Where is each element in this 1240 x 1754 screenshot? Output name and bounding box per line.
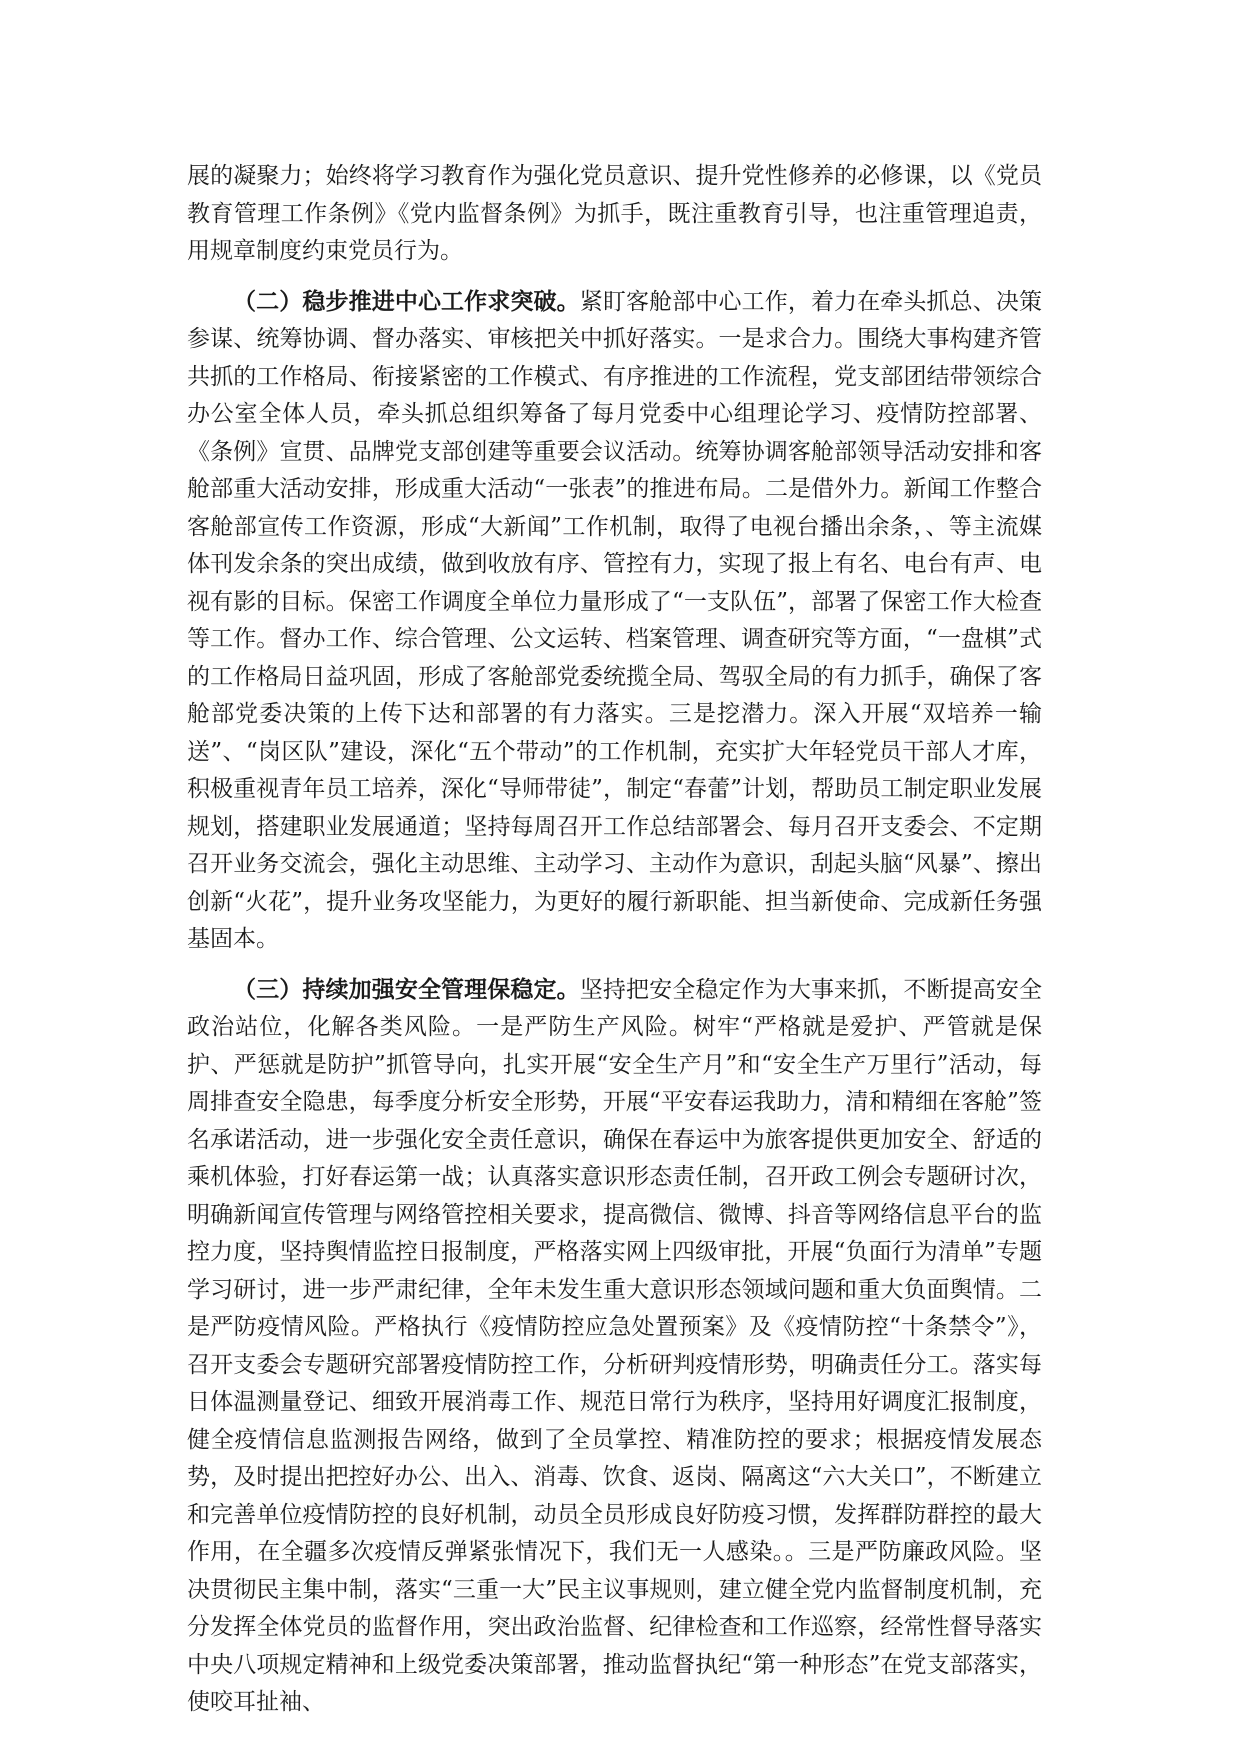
section-heading: （三）持续加强安全管理保稳定。 [233, 976, 580, 1003]
paragraph-body: 紧盯客舱部中心工作，着力在牵头抓总、决策参谋、统筹协调、督办落实、审核把关中抓好落实。一是求合力。围绕大事构建齐管共抓的工作格局、衔接紧密的工作模式、有序推进的工作流程，党支部团结带领综合办公室全体人员，牵头抓总组织筹备了每月党委中心组理论学习、疫情防控部署、《条例》宣贯、品牌党支部创建等重要会议活动。统筹协调客舱部领导活动安排和客舱部重大活动安排，形成重大活动“一张表”的推进布局。二是借外力。新闻工作整合客舱部宣传工作资源，形成“大新闻”工作机制，取得了电视台播出余条，、等主流媒体刊发余条的突出成绩，做到收放有序、管控有力，实现了报上有名、电台有声、电视有影的目标。保密工作调度全单位力量形成了“一支队伍”，部署了保密工作大检查等工作。督办工作、综合管理、公文运转、档案管理、调查研究等方面，“一盘棋”式的工作格局日益巩固，形成了客舱部党委统揽全局、驾驭全局的有力抓手，确保了客舱部党委决策的上传下达和部署的有力落实。三是挖潜力。深入开展“双培养一输送”、“岗区队”建设，深化“五个带动”的工作机制，充实扩大年轻党员干部人才库，积极重视青年员工培养，深化“导师带徒”，制定“春蕾”计划，帮助员工制定职业发展规划，搭建职业发展通道；坚持每周召开工作总结部署会、每月召开支委会、不定期召开业务交流会，强化主动思维、主动学习、主动作为意识，刮起头脑“风暴”、擦出创新“火花”，提升业务攻坚能力，为更好的履行新职能、担当新使命、完成新任务强基固本。 [187, 288, 1043, 952]
section-heading: （二）稳步推进中心工作求突破。 [233, 288, 580, 315]
document-page [187, 158, 1042, 1722]
paragraph-body: 坚持把安全稳定作为大事来抓，不断提高安全政治站位，化解各类风险。一是严防生产风险。树牢“严格就是爱护、严管就是保护、严惩就是防护”抓管导向，扎实开展“安全生产月”和“安全生产万里行”活动，每周排查安全隐患，每季度分析安全形势，开展“平安春运我助力，清和精细在客舱”签名承诺活动，进一步强化安全责任意识，确保在春运中为旅客提供更加安全、舒适的乘机体验，打好春运第一战；认真落实意识形态责任制，召开政工例会专题研讨次，明确新闻宣传管理与网络管控相关要求，提高微信、微博、抖音等网络信息平台的监控力度，坚持舆情监控日报制度，严格落实网上四级审批，开展“负面行为清单”专题学习研讨，进一步严肃纪律，全年未发生重大意识形态领域问题和重大负面舆情。二是严防疫情风险。严格执行《疫情防控应急处置预案》及《疫情防控“十条禁令”》，召开支委会专题研究部署疫情防控工作，分析研判疫情形势，明确责任分工。落实每日体温测量登记、细致开展消毒工作、规范日常行为秩序，坚持用好调度汇报制度，健全疫情信息监测报告网络，做到了全员掌控、精准防控的要求；根据疫情发展态势，及时提出把控好办公、出入、消毒、饮食、返岗、隔离这“六大关口”，不断建立和完善单位疫情防控的良好机制，动员全员形成良好防疫习惯，发挥群防群控的最大作用，在全疆多次疫情反弹紧张情况下，我们无一人感染。。三是严防廉政风险。坚决贯彻民主集中制，落实“三重一大”民主议事规则，建立健全党内监督制度机制，充分发挥全体党员的监督作用，突出政治监督、纪律检查和工作巡察，经常性督导落实中央八项规定精神和上级党委决策部署，推动监督执纪“第一种形态”在党支部落实，使咬耳扯袖、 [187, 976, 1043, 1715]
paragraph-section-2 [187, 284, 1042, 959]
paragraph-continuation [187, 158, 1042, 271]
paragraph-body: 展的凝聚力；始终将学习教育作为强化党员意识、提升党性修养的必修课，以《党员教育管理工作条例》《党内监督条例》为抓手，既注重教育引导，也注重管理追责，用规章制度约束党员行为。 [187, 163, 1042, 264]
paragraph-section-3 [187, 972, 1042, 1722]
